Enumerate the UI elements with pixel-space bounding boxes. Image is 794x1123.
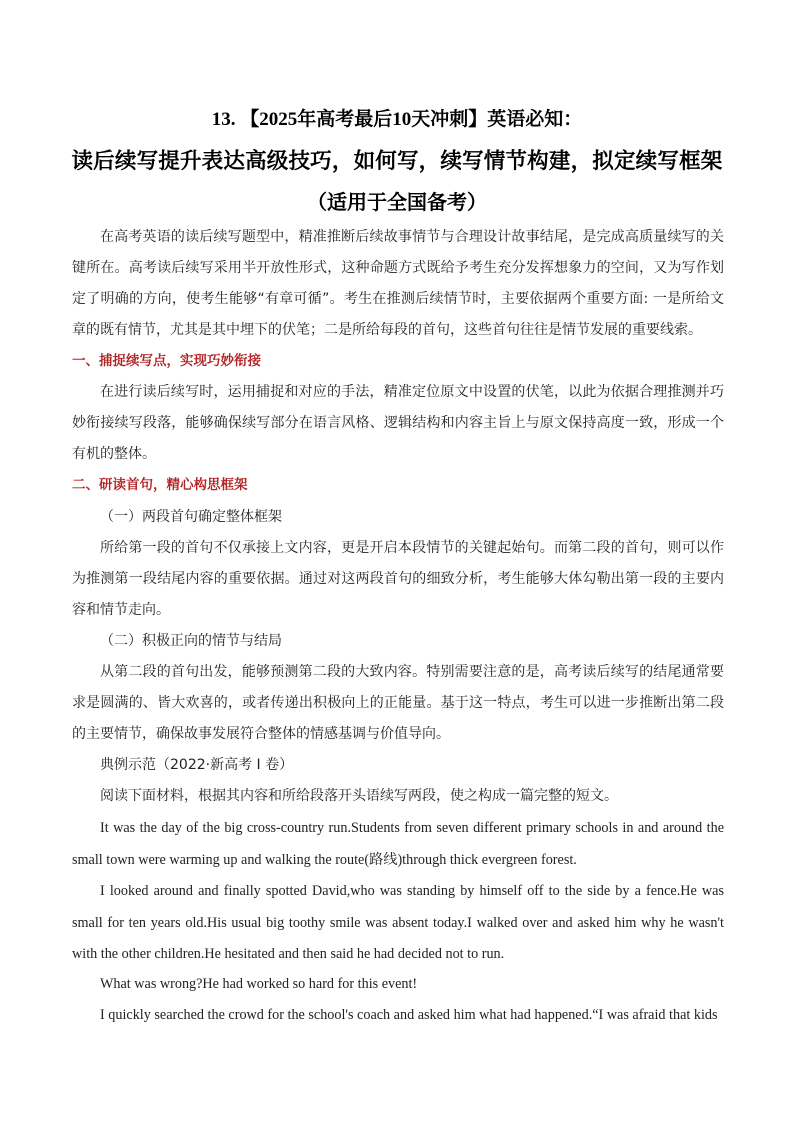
passage-paragraph-3: What was wrong?He had worked so hard for this event! bbox=[100, 976, 418, 992]
passage-paragraph-4: I quickly searched the crowd for the school's coach and asked him what had happened.“I was afraid that kids bbox=[100, 1007, 718, 1023]
section-2-body-2: 从第二段的首句出发，能够预测第二段的大致内容。特别需要注意的是，高考读后续写的结尾通常要求是圆满的、皆大欢喜的，或者传递出积极向上的正能量。基于这一特点，考生可以进一步推断出第二段的主要情节，确保故事发展符合整体的情感基调与价值导向。 bbox=[72, 664, 724, 742]
example-label: 典例示范（2022·新高考 I 卷） bbox=[100, 757, 294, 773]
title-line-2: 读后续写提升表达高级技巧，如何写，续写情节构建，拟定续写框架 bbox=[71, 149, 723, 173]
title-line-1: 13. 【2025年高考最后10天冲刺】英语必知： bbox=[211, 109, 583, 130]
intro-paragraph: 在高考英语的读后续写题型中，精准推断后续故事情节与合理设计故事结尾，是完成高质量续写的关键所在。高考读后续写采用半开放性形式，这种命题方式既给予考生充分发挥想象力的空间，又为写作划定了明确的方向，使考生能够“有章可循”。考生在推测后续情节时，主要依据两个重要方面: 一是所给文章的既有情节，尤其是其中埋下的伏笔；二是所给每段的首句，这些首句往往是情节发展的重要线索。 bbox=[72, 229, 724, 338]
passage-paragraph-2: I looked around and finally spotted David,who was standing by himself off to the side by a fence.He was small for ten years old.His usual big toothy smile was absent today.I walked over and asked him why he wasn't with the other children.He hesitated and then said he had decided not to run. bbox=[72, 883, 724, 962]
section-2-heading: 二、研读首句，精心构思框架 bbox=[72, 477, 248, 493]
section-1-heading: 一、捕捉续写点，实现巧妙衔接 bbox=[72, 353, 261, 369]
title-line-3: （适用于全国备考） bbox=[307, 192, 487, 214]
section-2-sub-2: （二）积极正向的情节与结局 bbox=[100, 633, 282, 649]
example-instruction: 阅读下面材料，根据其内容和所给段落开头语续写两段，使之构成一篇完整的短文。 bbox=[100, 788, 618, 804]
section-1-body: 在进行读后续写时，运用捕捉和对应的手法，精准定位原文中设置的伏笔，以此为依据合理推测并巧妙衔接续写段落，能够确保续写部分在语言风格、逻辑结构和内容主旨上与原文保持高度一致，形成一个有机的整体。 bbox=[72, 384, 724, 462]
passage-paragraph-1: It was the day of the big cross-country run.Students from seven different primary schools in and around the small town were warming up and walking the route(路线)through thick evergreen forest. bbox=[72, 820, 724, 868]
section-2-sub-1: （一）两段首句确定整体框架 bbox=[100, 509, 282, 525]
section-2-body-1: 所给第一段的首句不仅承接上文内容，更是开启本段情节的关键起始句。而第二段的首句，则可以作为推测第一段结尾内容的重要依据。通过对这两段首句的细致分析，考生能够大体勾勒出第一段的主要内容和情节走向。 bbox=[72, 540, 724, 618]
